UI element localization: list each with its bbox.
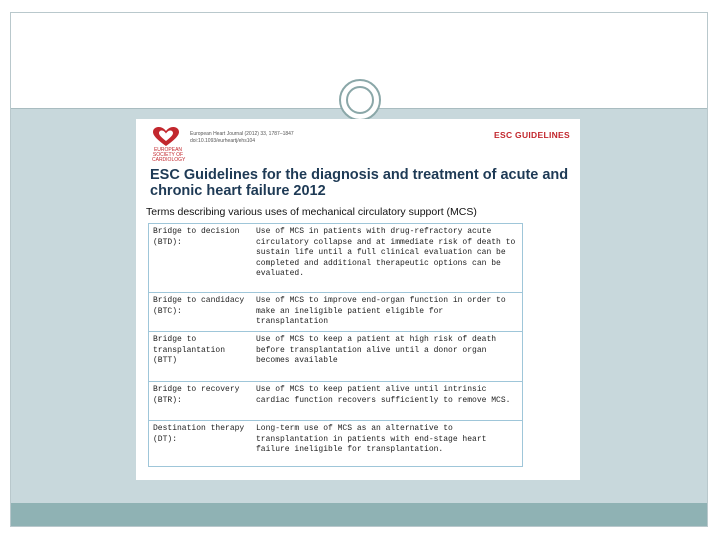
description-cell: Use of MCS to improve end-organ function in order to make an ineligible patient eligible for transplantation (256, 296, 506, 326)
table-row (149, 292, 522, 331)
journal-citation-line1: European Heart Journal (2012) 33, 1787–1847 (190, 131, 294, 137)
heart-logo-icon (152, 126, 186, 163)
journal-citation (190, 131, 370, 145)
term-cell: Destination therapy (DT): (153, 424, 245, 444)
description-cell: Use of MCS in patients with drug-refractory acute circulatory collapse and at immediate risk of death to sustain life until a full clinical evaluation can be completed and additional therapeutic options can be evaluated. (256, 227, 516, 278)
journal-citation-line2: doi:10.1093/eurheartj/ehs104 (190, 138, 256, 144)
table-row (149, 420, 522, 466)
description-cell: Use of MCS to keep patient alive until intrinsic cardiac function recovers sufficiently to remove MCS. (256, 385, 511, 405)
circle-ornament-icon (339, 79, 381, 121)
series-label: ESC GUIDELINES (494, 130, 570, 140)
term-cell: Bridge to transplantation (BTT) (153, 335, 226, 365)
table-caption: Terms describing various uses of mechanical circulatory support (MCS) (146, 206, 477, 218)
document-header (150, 123, 570, 163)
slide-footer-bar (11, 503, 707, 526)
term-cell: Bridge to candidacy (BTC): (153, 296, 245, 316)
term-cell: Bridge to decision (BTD): (153, 227, 240, 247)
terms-table (148, 223, 523, 467)
table-row (149, 381, 522, 420)
logo-text: EUROPEAN SOCIETY OF CARDIOLOGY (152, 147, 186, 163)
description-cell: Use of MCS to keep a patient at high risk of death before transplantation alive until a donor organ becomes available (256, 335, 497, 365)
term-cell: Bridge to recovery (BTR): (153, 385, 240, 405)
table-row (149, 224, 522, 292)
description-cell: Long-term use of MCS as an alternative to transplantation in patients with end-stage heart failure ineligible for transplantation. (256, 424, 487, 454)
document-title: ESC Guidelines for the diagnosis and treatment of acute and chronic heart failure 2012 (150, 167, 569, 199)
table-row (149, 331, 522, 381)
document-image (136, 119, 580, 480)
